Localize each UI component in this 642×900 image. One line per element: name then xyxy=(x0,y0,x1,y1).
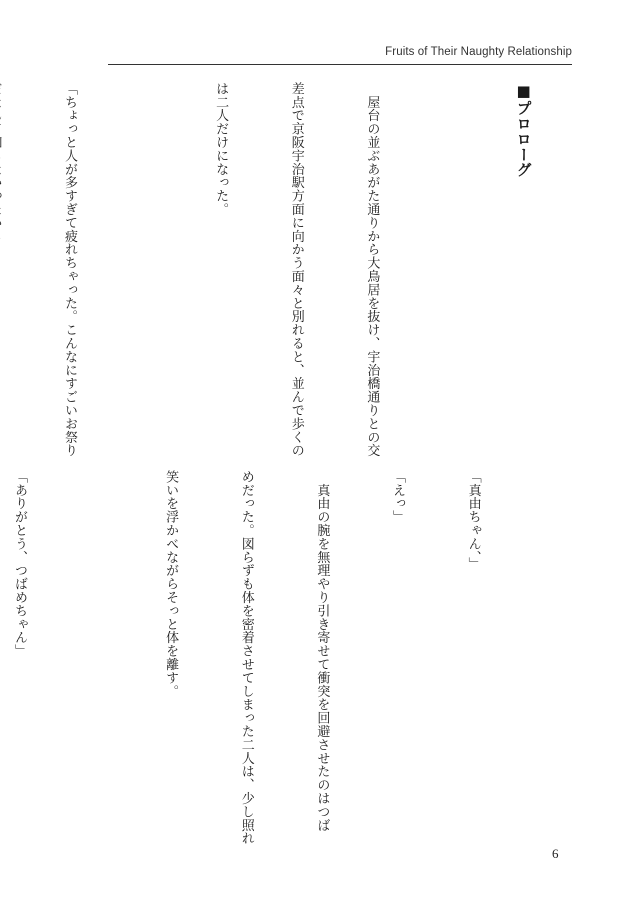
text-line: 真由の腕を無理やり引き寄せて衝突を回避させたのはつば xyxy=(314,470,330,832)
text-line: 笑いを浮かべながらそっと体を離す。 xyxy=(163,470,179,698)
text-line: 「ありがとう、つばめちゃん」 xyxy=(11,470,27,658)
text-line: 「真由ちゃん、」 xyxy=(465,470,481,571)
blank-line xyxy=(435,82,460,452)
running-header: Fruits of Their Naughty Relationship xyxy=(385,46,572,58)
header-rule xyxy=(108,64,572,65)
blank-line xyxy=(82,470,107,840)
text-line: 「えっ」 xyxy=(389,470,405,524)
text-line: 「ちょっと人が多すぎて疲れちゃった。こんなにすごいお祭り xyxy=(61,82,77,458)
text-line: 屋台の並ぶあがた通りから大鳥居を抜け、宇治橋通りとの交 xyxy=(364,82,380,458)
chapter-heading: ■プロローグ xyxy=(514,82,533,178)
blank-line xyxy=(132,82,157,452)
text-line: は二人だけになった。 xyxy=(213,82,229,216)
page-number: 6 xyxy=(552,846,559,861)
upper-text-block xyxy=(0,82,586,458)
text-line: めだった。図らずも体を密着させてしまった二人は、少し照れ xyxy=(238,470,254,846)
text-line: 差点で京阪宇治駅方面に向かう面々と別れると、並んで歩くの xyxy=(288,82,304,458)
text-line xyxy=(0,82,6,452)
lower-text-block xyxy=(0,470,536,846)
